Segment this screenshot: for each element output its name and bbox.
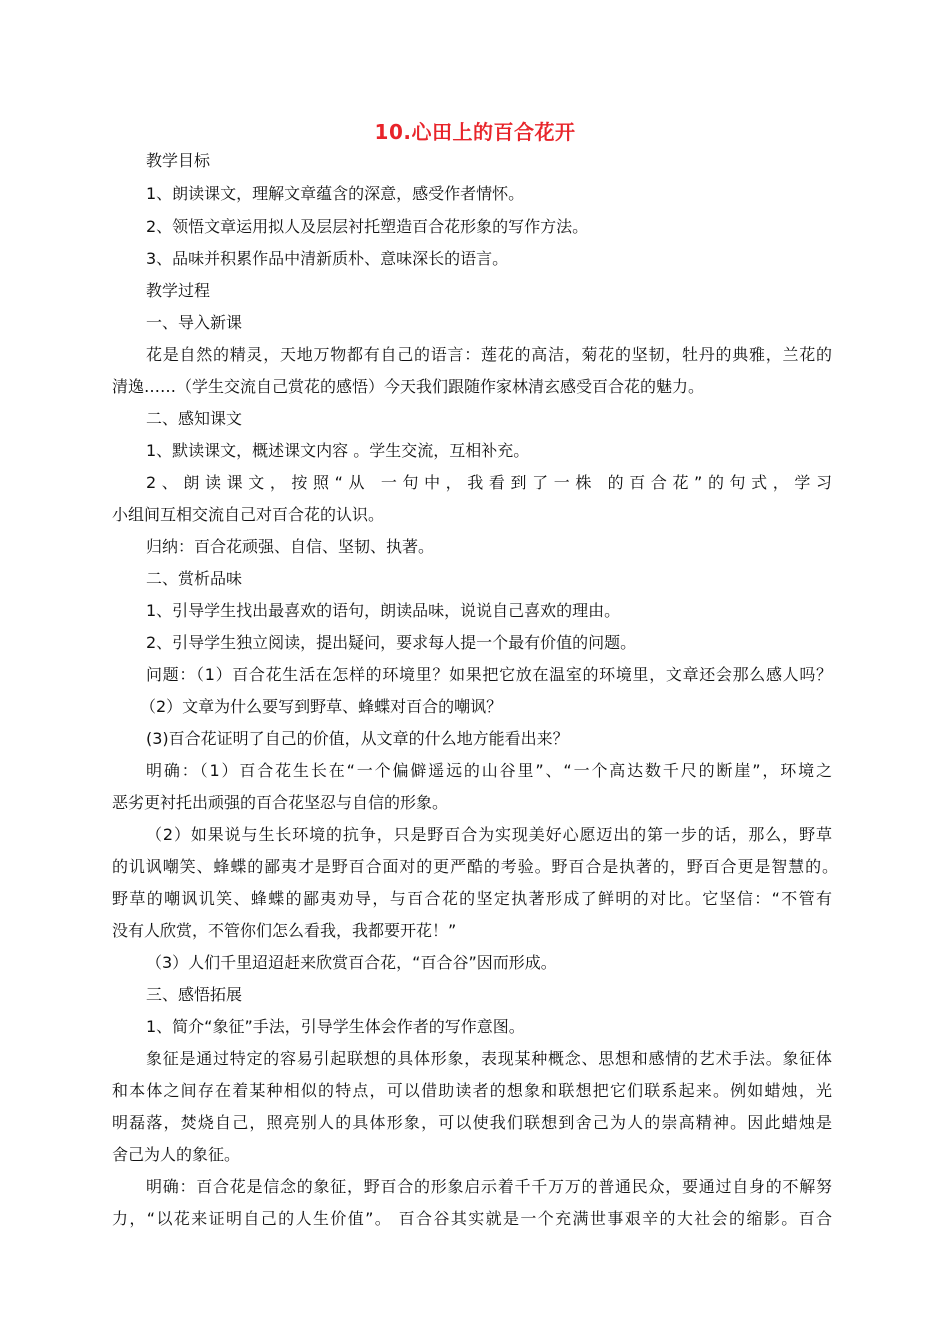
paragraph-line: 和本体之间存在着某种相似的特点，可以借助读者的想象和联想把它们联系起来。例如蜡烛，光 [112,1081,832,1100]
answer-line: （2）如果说与生长环境的抗争，只是野百合为实现美好心愿迈出的第一步的话，那么，野草 [146,825,832,844]
objective-item: 1、朗读课文，理解文章蕴含的深意，感受作者情怀。 [146,184,525,203]
answer-line: 恶劣更衬托出顽强的百合花坚忍与自信的形象。 [112,793,449,812]
section-heading-process: 教学过程 [146,281,211,300]
question-line: (3)百合花证明了自己的价值，从文章的什么地方能看出来？ [146,729,569,748]
list-item: 1、默读课文，概述课文内容 。学生交流，互相补充。 [146,441,530,460]
subsection-heading: 二、赏析品味 [146,569,243,588]
objective-item: 2、领悟文章运用拟人及层层衬托塑造百合花形象的写作方法。 [146,217,589,236]
list-item: 2、引导学生独立阅读，提出疑问，要求每人提一个最有价值的问题。 [146,633,637,652]
paragraph-line: 清逸……（学生交流自己赏花的感悟）今天我们跟随作家林清玄感受百合花的魅力。 [112,377,705,396]
section-heading-objectives: 教学目标 [146,151,211,170]
paragraph-line: 花是自然的精灵，天地万物都有自己的语言：莲花的高洁，菊花的坚韧，牡丹的典雅，兰花的 [146,345,832,364]
paragraph-line: 舍己为人的象征。 [112,1145,241,1164]
subsection-heading: 三、感悟拓展 [146,985,243,1004]
question-line: 问题：（1）百合花生活在怎样的环境里？如果把它放在温室的环境里，文章还会那么感人吗？ [146,665,832,684]
list-item: 1、简介“象征”手法，引导学生体会作者的写作意图。 [146,1017,525,1036]
paragraph-line: 象征是通过特定的容易引起联想的具体形象，表现某种概念、思想和感情的艺术手法。象征体 [146,1049,832,1068]
subsection-heading: 一、导入新课 [146,313,243,332]
document-title: 10.心田上的百合花开 [374,120,576,144]
answer-line: 明确：（1）百合花生长在“一个偏僻遥远的山谷里”、“一个高达数千尺的断崖”，环境之 [146,761,832,780]
answer-line: 的讥讽嘲笑、蜂蝶的鄙夷才是野百合面对的更严酷的考验。野百合是执著的，野百合更是智慧的。 [112,857,838,876]
paragraph-line: 小组间互相交流自己对百合花的认识。 [112,505,385,524]
paragraph-line: 明磊落，焚烧自己，照亮别人的具体形象，可以使我们联想到舍己为人的崇高精神。因此蜡烛是 [112,1113,832,1132]
answer-line: 没有人欣赏，不管你们怎么看我，我都要开花！” [112,921,457,940]
list-item: 2、朗读课文，按照“从 一句中，我看到了一株 的百合花”的句式，学习 [146,473,832,492]
summary-line: 归纳：百合花顽强、自信、坚韧、执著。 [146,537,435,556]
answer-line: （3）人们千里迢迢赶来欣赏百合花，“百合谷”因而形成。 [146,953,557,972]
answer-line: 明确：百合花是信念的象征，野百合的形象启示着千千万万的普通民众，要通过自身的不解努 [146,1177,832,1196]
answer-line: 野草的嘲讽讥笑、蜂蝶的鄙夷劝导，与百合花的坚定执著形成了鲜明的对比。它坚信：“不管有 [112,889,832,908]
subsection-heading: 二、感知课文 [146,409,243,428]
answer-line: 力，“以花来证明自己的人生价值”。 百合谷其实就是一个充满世事艰辛的大社会的缩影。百合 [112,1209,832,1228]
question-line: （2）文章为什么要写到野草、蜂蝶对百合的嘲讽？ [140,697,503,716]
list-item: 1、引导学生找出最喜欢的语句，朗读品味，说说自己喜欢的理由。 [146,601,621,620]
objective-item: 3、品味并积累作品中清新质朴、意味深长的语言。 [146,249,509,268]
